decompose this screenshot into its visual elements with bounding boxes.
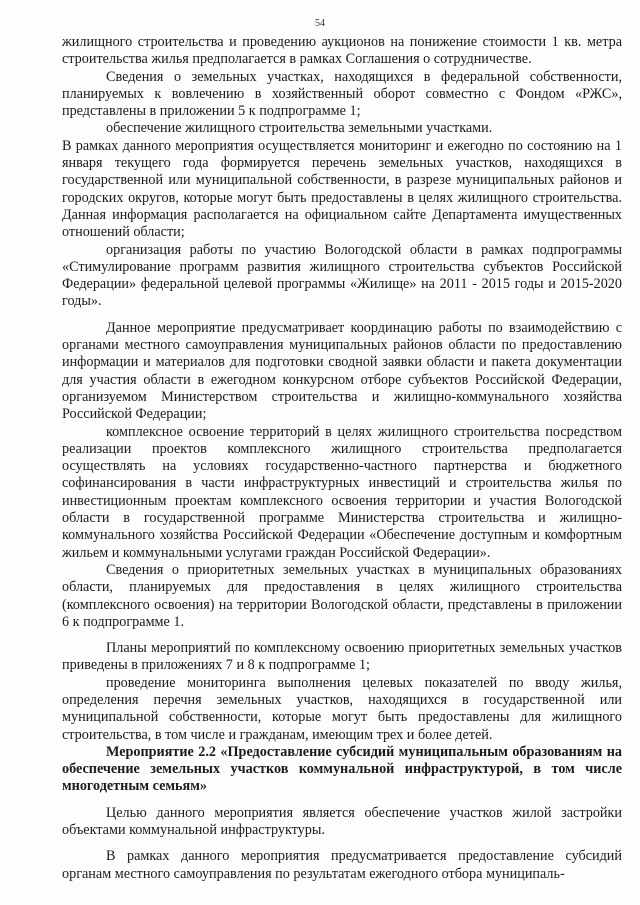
paragraph-monitoring-targets: проведение мониторинга выполнения целевых показателей по вводу жилья, определения перечня земельных участков, находящихся в государственной или муниципальной собственности, которые могут быть предоставлены для жилищного строительства, в том числе и гражданам, имеющим трех и более детей. [62, 674, 622, 743]
paragraph-subsidies: В рамках данного мероприятия предусматривается предоставление субсидий органам местного самоуправления по результатам ежегодного отбора муниципаль- [62, 848, 622, 882]
paragraph-land-monitoring: В рамках данного мероприятия осуществляется мониторинг и ежегодно по состоянию на 1 января текущего года формируется перечень земельных участков, находящихся в государственной или муниципальной собственности, в разрезе муниципальных районов и городских округов, которые могут быть предоставлены в целях жилищного строительства. Данная информация располагается на официальном сайте Департамента имущественных отношений области; [62, 137, 622, 241]
paragraph-federal-land-info: Сведения о земельных участках, находящихся в федеральной собственности, планируемых к вовлечению в хозяйственный оборот совместно с Фондом «РЖС», представлены в приложении 5 к подпрограмме 1; [62, 68, 622, 120]
paragraph-land-provision-item: обеспечение жилищного строительства земельными участками. [106, 120, 493, 137]
paragraph-priority-land-info: Сведения о приоритетных земельных участках в муниципальных образованиях области, планируемых для предоставления в целях жилищного строительства (комплексного освоения) на территории Вологодской области, представлены в приложении 6 к подпрограмме 1. [62, 561, 622, 630]
paragraph-measure-goal: Целью данного мероприятия является обеспечение участков жилой застройки объектами коммунальной инфраструктуры. [62, 804, 622, 839]
paragraph-complex-development: комплексное освоение территорий в целях жилищного строительства посредством реализации проектов комплексного жилищного строительства предполагается осуществлять на условиях государственно-частного партнерства и бюджетного софинансирования в части инфраструктурных инвестиций и строительства жилья по инвестиционным проектам комплексного освоения территории и участия Вологодской области в государственной программе Министерства строительства и жилищно-коммунального хозяйства Российской Федерации «Обеспечение доступным и комфортным жильем и коммунальными услугами граждан Российской Федерации». [62, 423, 622, 561]
paragraph-auction-continuation: жилищного строительства и проведению аукционов на понижение стоимости 1 кв. метра строительства жилья предполагается в рамках Соглашения о сотрудничестве. [62, 34, 622, 68]
section-heading-measure-2-2: Мероприятие 2.2 «Предоставление субсидий муниципальным образованиям на обеспечение земельных участков коммунальной инфраструктурой, в том числе многодетным семьям» [62, 743, 622, 795]
document-body [62, 34, 622, 883]
paragraph-federal-program-participation: организация работы по участию Вологодской области в рамках подпрограммы «Стимулирование программ развития жилищного строительства субъектов Российской Федерации» федеральной целевой программы «Жилище» на 2011 - 2015 годы и 2015-2020 годы». [62, 241, 622, 310]
page-number: 54 [315, 18, 325, 29]
paragraph-coordination: Данное мероприятие предусматривает координацию работы по взаимодействию с органами местного самоуправления муниципальных районов области по предоставлению информации и материалов для подготовки сводной заявки области и пакета документации для участия области в ежегодном конкурсном отборе субъектов Российской Федерации, организуемом Министерством строительства и жилищно-коммунального хозяйства Российской Федерации; [62, 319, 622, 423]
paragraph-development-plans: Планы мероприятий по комплексному освоению приоритетных земельных участков приведены в приложениях 7 и 8 к подпрограмме 1; [62, 640, 622, 674]
